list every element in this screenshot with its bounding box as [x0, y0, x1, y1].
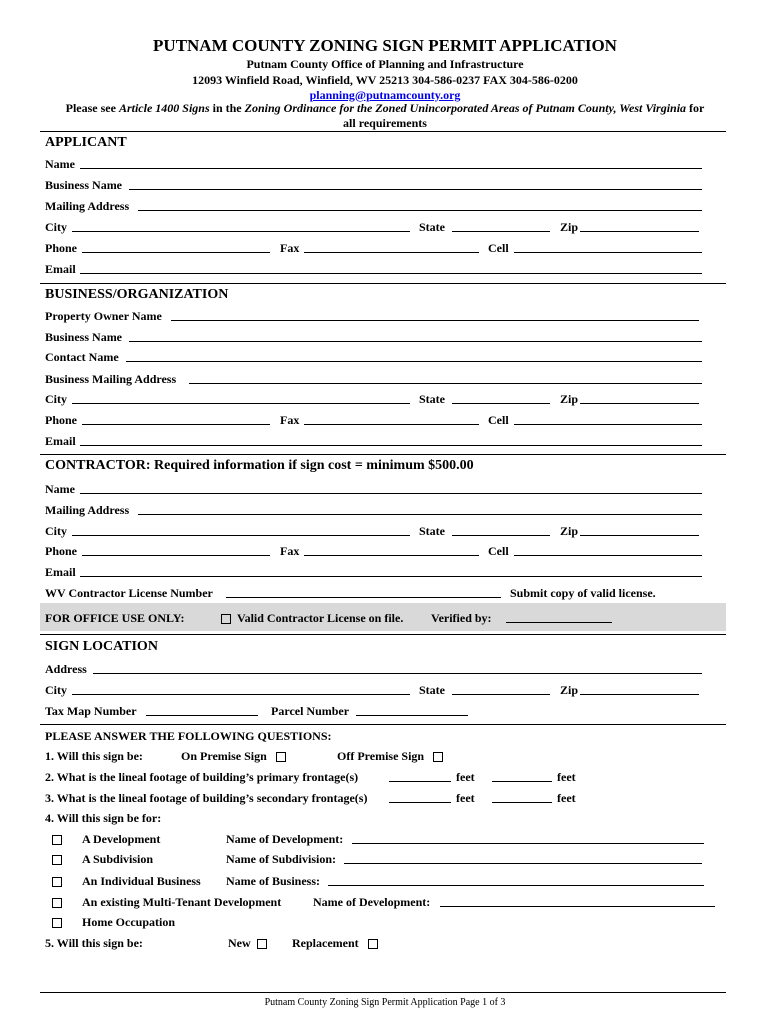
multi-tenant-name-label: Name of Development: [313, 895, 431, 909]
home-occupation-checkbox-row[interactable] [52, 915, 62, 929]
article-reference: Article 1400 Signs [118, 101, 210, 115]
business-phone-label: Phone [45, 413, 78, 427]
contractor-cell-field[interactable] [514, 555, 702, 556]
development-name-label: Name of Development: [226, 832, 344, 846]
page-footer: Putnam County Zoning Sign Permit Application Page 1 of 3 [264, 997, 506, 1008]
sign-zip-field[interactable] [580, 694, 699, 695]
property-owner-label: Property Owner Name [45, 309, 162, 323]
applicant-state-field[interactable] [452, 231, 550, 232]
business-cell-label: Cell [488, 413, 509, 427]
contact-name-label: Contact Name [45, 350, 119, 364]
section-heading-contractor: CONTRACTOR: Required information if sign cost = minimum $500.00 [45, 458, 474, 473]
section-heading-applicant: APPLICANT [45, 135, 127, 150]
applicant-mailing-address-field[interactable] [138, 210, 702, 211]
verified-by-field[interactable] [506, 622, 612, 623]
primary-frontage-field-1[interactable] [389, 781, 451, 782]
sign-address-label: Address [45, 662, 87, 676]
business-mailing-address-field[interactable] [189, 383, 702, 384]
sign-state-label: State [419, 683, 445, 697]
applicant-email-label: Email [45, 262, 76, 276]
tax-map-field[interactable] [146, 715, 258, 716]
office-address: 12093 Winfield Road, Winfield, WV 25213 304-586-0237 FAX 304-586-0200 [192, 73, 578, 87]
business-fax-label: Fax [280, 413, 300, 427]
contractor-zip-field[interactable] [580, 535, 699, 536]
applicant-city-field[interactable] [72, 231, 410, 232]
sign-state-field[interactable] [452, 694, 550, 695]
new-option[interactable]: New [228, 936, 267, 950]
applicant-phone-label: Phone [45, 241, 78, 255]
development-name-field[interactable] [352, 843, 704, 844]
off-premise-option[interactable]: Off Premise Sign [337, 749, 443, 763]
applicant-name-field[interactable] [80, 168, 702, 169]
subdivision-name-field[interactable] [344, 863, 702, 864]
business-zip-label: Zip [560, 392, 579, 406]
feet-label: feet [557, 770, 576, 784]
contractor-email-field[interactable] [80, 576, 702, 577]
tax-map-label: Tax Map Number [45, 704, 137, 718]
primary-frontage-field-2[interactable] [492, 781, 552, 782]
section-divider [40, 131, 726, 132]
question-1: 1. Will this sign be: [45, 749, 143, 763]
section-heading-sign-location: SIGN LOCATION [45, 639, 158, 654]
sign-city-label: City [45, 683, 67, 697]
ordinance-reference: Zoning Ordinance for the Zoned Unincorporated Areas of Putnam County, West Virginia [244, 101, 687, 115]
subdivision-checkbox-row[interactable] [52, 852, 62, 866]
requirements-note-line2: all requirements [343, 116, 427, 130]
applicant-fax-field[interactable] [304, 252, 479, 253]
questions-heading: PLEASE ANSWER THE FOLLOWING QUESTIONS: [45, 729, 332, 743]
business-city-field[interactable] [72, 403, 410, 404]
contact-name-field[interactable] [126, 361, 702, 362]
contractor-license-label: WV Contractor License Number [45, 586, 213, 600]
applicant-zip-label: Zip [560, 220, 579, 234]
business-state-label: State [419, 392, 445, 406]
contractor-phone-field[interactable] [82, 555, 270, 556]
business-checkbox-row[interactable] [52, 874, 62, 888]
applicant-fax-label: Fax [280, 241, 300, 255]
section-divider [40, 283, 726, 284]
applicant-zip-field[interactable] [580, 231, 699, 232]
business-name-field[interactable] [129, 341, 702, 342]
applicant-cell-field[interactable] [514, 252, 702, 253]
business-fax-field[interactable] [304, 424, 479, 425]
business-phone-field[interactable] [82, 424, 270, 425]
license-copy-note: Submit copy of valid license. [510, 586, 656, 600]
development-checkbox-row[interactable] [52, 832, 62, 846]
contractor-fax-field[interactable] [304, 555, 479, 556]
subdivision-option-label: A Subdivision [82, 852, 154, 866]
business-name-question-field[interactable] [328, 885, 704, 886]
office-use-label: FOR OFFICE USE ONLY: [45, 611, 185, 625]
contractor-fax-label: Fax [280, 544, 300, 558]
home-occupation-option-label: Home Occupation [82, 915, 175, 929]
on-premise-checkbox[interactable] [276, 752, 286, 762]
business-mailing-address-label: Business Mailing Address [45, 372, 177, 386]
contractor-cell-label: Cell [488, 544, 509, 558]
form-title: PUTNAM COUNTY ZONING SIGN PERMIT APPLICATION [153, 36, 617, 55]
new-checkbox[interactable] [257, 939, 267, 949]
applicant-name-label: Name [45, 157, 75, 171]
parcel-number-field[interactable] [356, 715, 468, 716]
multi-tenant-checkbox[interactable] [52, 898, 62, 908]
business-email-field[interactable] [80, 445, 702, 446]
replacement-checkbox[interactable] [368, 939, 378, 949]
office-name: Putnam County Office of Planning and Infrastructure [246, 57, 524, 71]
individual-business-option-label: An Individual Business [82, 874, 201, 888]
home-occupation-checkbox[interactable] [52, 918, 62, 928]
applicant-business-name-label: Business Name [45, 178, 123, 192]
question-2: 2. What is the lineal footage of building’s primary frontage(s) [45, 770, 359, 784]
individual-business-checkbox[interactable] [52, 877, 62, 887]
question-5: 5. Will this sign be: [45, 936, 143, 950]
section-divider [40, 634, 726, 635]
replacement-option[interactable]: Replacement [292, 936, 378, 950]
email-link[interactable]: planning@putnamcounty.org [309, 88, 461, 102]
contractor-mailing-address-field[interactable] [138, 514, 702, 515]
footer-divider [40, 992, 726, 993]
on-premise-option[interactable]: On Premise Sign [181, 749, 286, 763]
subdivision-name-label: Name of Subdivision: [226, 852, 337, 866]
multi-tenant-checkbox-row[interactable] [52, 895, 62, 909]
verified-by-label: Verified by: [431, 611, 492, 625]
business-zip-field[interactable] [580, 403, 699, 404]
question-3: 3. What is the lineal footage of building’s secondary frontage(s) [45, 791, 368, 805]
off-premise-checkbox[interactable] [433, 752, 443, 762]
contractor-mailing-address-label: Mailing Address [45, 503, 130, 517]
feet-label: feet [456, 770, 475, 784]
valid-license-checkbox[interactable] [221, 614, 231, 624]
business-name-label: Business Name [45, 330, 123, 344]
multi-tenant-option-label: An existing Multi-Tenant Development [82, 895, 282, 909]
business-city-label: City [45, 392, 67, 406]
valid-license-option[interactable]: Valid Contractor License on file. [221, 611, 403, 625]
business-email-label: Email [45, 434, 76, 448]
multi-tenant-name-field[interactable] [440, 906, 715, 907]
business-state-field[interactable] [452, 403, 550, 404]
applicant-cell-label: Cell [488, 241, 509, 255]
applicant-phone-field[interactable] [82, 252, 270, 253]
contractor-state-field[interactable] [452, 535, 550, 536]
sign-city-field[interactable] [72, 694, 410, 695]
office-email[interactable] [0, 88, 770, 102]
contractor-email-label: Email [45, 565, 76, 579]
development-option-label: A Development [82, 832, 161, 846]
secondary-frontage-field-1[interactable] [389, 802, 451, 803]
contractor-city-field[interactable] [72, 535, 410, 536]
applicant-state-label: State [419, 220, 445, 234]
section-heading-business: BUSINESS/ORGANIZATION [45, 287, 229, 302]
contractor-license-field[interactable] [226, 597, 501, 598]
section-divider [40, 454, 726, 455]
feet-label: feet [557, 791, 576, 805]
contractor-phone-label: Phone [45, 544, 78, 558]
contractor-name-field[interactable] [80, 493, 702, 494]
sign-zip-label: Zip [560, 683, 579, 697]
applicant-mailing-address-label: Mailing Address [45, 199, 130, 213]
sign-address-field[interactable] [93, 673, 702, 674]
question-4: 4. Will this sign be for: [45, 811, 162, 825]
contractor-zip-label: Zip [560, 524, 579, 538]
feet-label: feet [456, 791, 475, 805]
applicant-email-field[interactable] [80, 273, 702, 274]
contractor-name-label: Name [45, 482, 75, 496]
secondary-frontage-field-2[interactable] [492, 802, 552, 803]
applicant-city-label: City [45, 220, 67, 234]
requirements-note: Please see Article 1400 Signs in the Zoning Ordinance for the Zoned Unincorporated Areas of Putnam County, West Virginia for [65, 101, 705, 115]
contractor-state-label: State [419, 524, 445, 538]
business-cell-field[interactable] [514, 424, 702, 425]
business-name-question-label: Name of Business: [226, 874, 321, 888]
property-owner-field[interactable] [171, 320, 699, 321]
section-divider [40, 724, 726, 725]
development-checkbox[interactable] [52, 835, 62, 845]
parcel-number-label: Parcel Number [271, 704, 350, 718]
contractor-city-label: City [45, 524, 67, 538]
applicant-business-name-field[interactable] [129, 189, 702, 190]
subdivision-checkbox[interactable] [52, 855, 62, 865]
